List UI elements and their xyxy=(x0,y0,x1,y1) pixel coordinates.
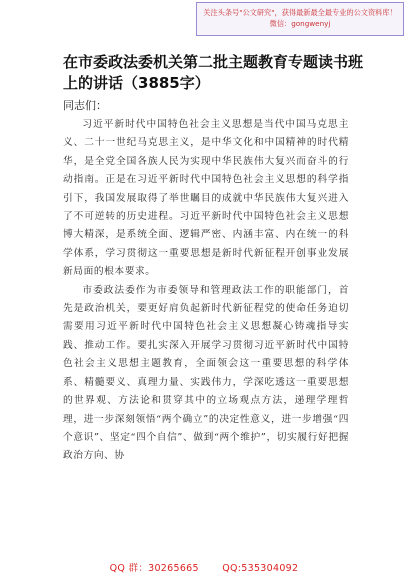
document-title: 在市委政法委机关第二批主题教育专题读书班上的讲话（3885字） xyxy=(63,53,364,92)
footer-contact xyxy=(0,560,408,574)
footer-qq: QQ:535304092 xyxy=(222,563,299,574)
promo-banner-text: 关注头条号"公文研究"，获得最新最全最专业的公文资料库！ 微信：gongwenyj xyxy=(203,8,397,28)
body-paragraph: 市委政法委作为市委领导和管理政法工作的职能部门，首先是政治机关，要更好肩负起新时代新征程党的使命任务迫切需要用习近平新时代中国特色社会主义思想凝心铸魂指导实践、推动工作。要扎实深入开展学习贯彻习近平新时代中国特色社会主义思想主题教育，全面领会这一重要思想的科学体系、精髓要义、真理力量、实践伟力，学深吃透这一重要思想的世界观、方法论和贯穿其中的立场观点方法，递理学理哲理，进一步深刻领悟“两个确立”的决定性意义，进一步增强“四个意识”、坚定“四个自信”、做到“两个维护”，切实履行好把握政治方向、协 xyxy=(63,284,349,462)
document-body xyxy=(63,116,349,466)
promo-banner xyxy=(196,2,404,36)
salutation: 同志们： xyxy=(63,99,107,112)
body-paragraph: 习近平新时代中国特色社会主义思想是当代中国马克思主义、二十一世纪马克思主义，是中华文化和中国精神的时代精华，是全党全国各族人民为实现中华民族伟大复兴而奋斗的行动指南。正是在习近平新时代中国特色社会主义思想的科学指引下，我国发展取得了举世瞩目的成就中华民族伟大复兴进入了不可逆转的历史进程。习近平新时代中国特色社会主义思想博大精深，是系统全面、逻辑严密、内涵丰富、内在统一的科学体系，学习贯彻这一重要思想是新时代新征程开创事业发展新局面的根本要求。 xyxy=(63,119,349,278)
footer-qq-group: QQ 群：30265665 xyxy=(109,563,199,574)
